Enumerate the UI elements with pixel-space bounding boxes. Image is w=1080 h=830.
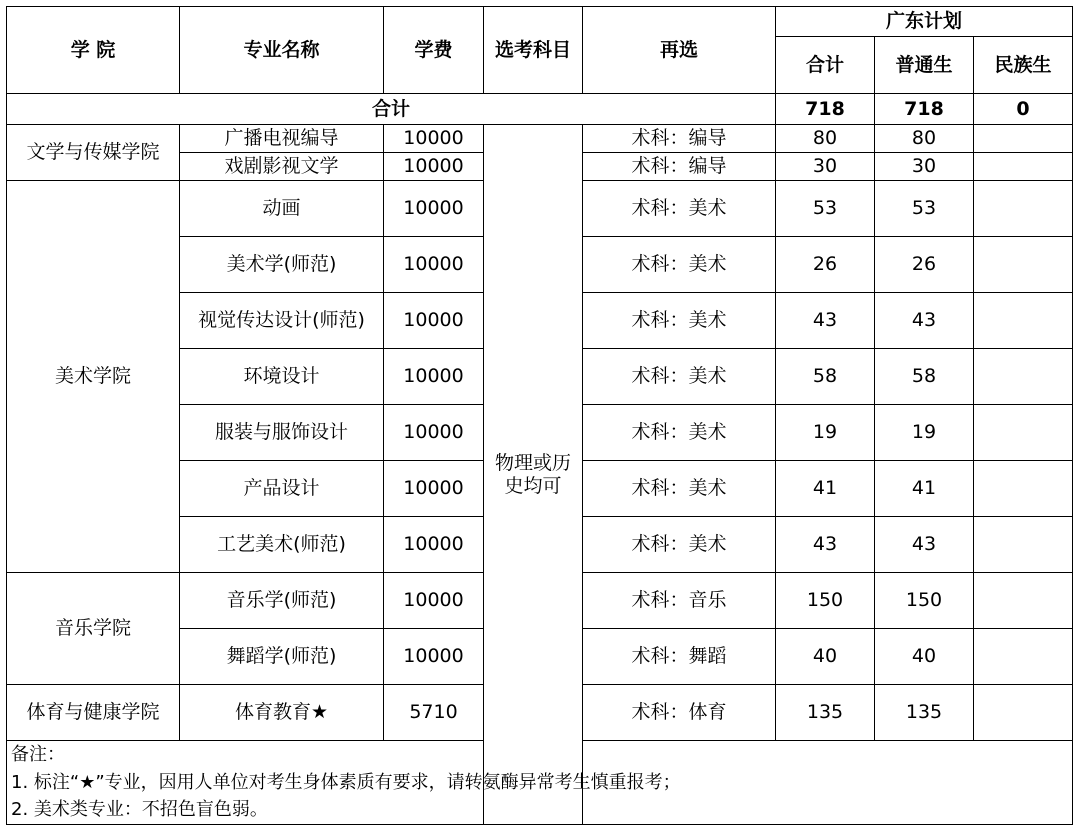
college-name: 文学与传媒学院 (7, 125, 180, 181)
header-regular: 普通生 (875, 37, 974, 94)
ethnic-cell (974, 125, 1073, 153)
ethnic-cell (974, 349, 1073, 405)
ethnic-cell (974, 405, 1073, 461)
regular-cell: 30 (875, 153, 974, 181)
regular-cell: 41 (875, 461, 974, 517)
fee-cell: 5710 (384, 685, 484, 741)
notes-line-1: 1. 标注“★”专业，因用人单位对考生身体素质有要求，请转氨酶异常考生慎重报考； (7, 769, 1073, 797)
regular-cell: 80 (875, 125, 974, 153)
reselect-cell: 术科：美术 (583, 293, 776, 349)
reselect-cell: 术科：美术 (583, 405, 776, 461)
reselect-cell: 术科：编导 (583, 153, 776, 181)
summary-total: 718 (776, 94, 875, 125)
total-cell: 30 (776, 153, 875, 181)
fee-cell: 10000 (384, 181, 484, 237)
header-total: 合计 (776, 37, 875, 94)
reselect-cell: 术科：体育 (583, 685, 776, 741)
reselect-cell: 术科：音乐 (583, 573, 776, 629)
major-cell: 戏剧影视文学 (180, 153, 384, 181)
ethnic-cell (974, 573, 1073, 629)
fee-cell: 10000 (384, 293, 484, 349)
fee-cell: 10000 (384, 125, 484, 153)
subject-cell: 物理或历史均可 (484, 125, 583, 825)
fee-cell: 10000 (384, 517, 484, 573)
notes-line-2: 2. 美术类专业：不招色盲色弱。 (7, 797, 1073, 825)
reselect-cell: 术科：编导 (583, 125, 776, 153)
summary-label: 合计 (7, 94, 776, 125)
major-cell: 动画 (180, 181, 384, 237)
table-row (7, 125, 1073, 153)
admission-plan-table (6, 6, 1073, 825)
notes-line2-row (7, 797, 1073, 825)
college-name: 音乐学院 (7, 573, 180, 685)
summary-regular: 718 (875, 94, 974, 125)
major-cell: 环境设计 (180, 349, 384, 405)
major-cell: 体育教育★ (180, 685, 384, 741)
fee-cell: 10000 (384, 405, 484, 461)
reselect-cell: 术科：美术 (583, 517, 776, 573)
summary-row (7, 94, 1073, 125)
college-name: 体育与健康学院 (7, 685, 180, 741)
header-fee: 学费 (384, 7, 484, 94)
total-cell: 19 (776, 405, 875, 461)
major-cell: 工艺美术(师范) (180, 517, 384, 573)
regular-cell: 26 (875, 237, 974, 293)
header-plan-group: 广东计划 (776, 7, 1073, 37)
regular-cell: 135 (875, 685, 974, 741)
major-cell: 舞蹈学(师范) (180, 629, 384, 685)
total-cell: 43 (776, 517, 875, 573)
header-college: 学 院 (7, 7, 180, 94)
major-cell: 视觉传达设计(师范) (180, 293, 384, 349)
fee-cell: 10000 (384, 573, 484, 629)
reselect-cell: 术科：舞蹈 (583, 629, 776, 685)
summary-ethnic: 0 (974, 94, 1073, 125)
regular-cell: 53 (875, 181, 974, 237)
fee-cell: 10000 (384, 237, 484, 293)
regular-cell: 58 (875, 349, 974, 405)
reselect-cell: 术科：美术 (583, 461, 776, 517)
total-cell: 80 (776, 125, 875, 153)
reselect-cell: 术科：美术 (583, 181, 776, 237)
major-cell: 音乐学(师范) (180, 573, 384, 629)
notes-title-row (7, 741, 1073, 769)
total-cell: 135 (776, 685, 875, 741)
ethnic-cell (974, 181, 1073, 237)
fee-cell: 10000 (384, 461, 484, 517)
reselect-cell: 术科：美术 (583, 349, 776, 405)
notes-title: 备注： (7, 741, 1073, 769)
college-name: 美术学院 (7, 181, 180, 573)
fee-cell: 10000 (384, 629, 484, 685)
ethnic-cell (974, 461, 1073, 517)
total-cell: 150 (776, 573, 875, 629)
header-ethnic: 民族生 (974, 37, 1073, 94)
total-cell: 26 (776, 237, 875, 293)
regular-cell: 43 (875, 517, 974, 573)
ethnic-cell (974, 153, 1073, 181)
total-cell: 41 (776, 461, 875, 517)
ethnic-cell (974, 517, 1073, 573)
ethnic-cell (974, 237, 1073, 293)
regular-cell: 19 (875, 405, 974, 461)
ethnic-cell (974, 629, 1073, 685)
admission-plan-table-wrapper (6, 6, 1073, 825)
notes-line1-row (7, 769, 1073, 797)
major-cell: 服装与服饰设计 (180, 405, 384, 461)
total-cell: 58 (776, 349, 875, 405)
major-cell: 产品设计 (180, 461, 384, 517)
reselect-cell: 术科：美术 (583, 237, 776, 293)
header-subject: 选考科目 (484, 7, 583, 94)
header-row-1 (7, 7, 1073, 37)
header-major: 专业名称 (180, 7, 384, 94)
header-reselect: 再选 (583, 7, 776, 94)
fee-cell: 10000 (384, 349, 484, 405)
total-cell: 53 (776, 181, 875, 237)
regular-cell: 40 (875, 629, 974, 685)
ethnic-cell (974, 293, 1073, 349)
major-cell: 美术学(师范) (180, 237, 384, 293)
ethnic-cell (974, 685, 1073, 741)
fee-cell: 10000 (384, 153, 484, 181)
regular-cell: 150 (875, 573, 974, 629)
major-cell: 广播电视编导 (180, 125, 384, 153)
total-cell: 43 (776, 293, 875, 349)
total-cell: 40 (776, 629, 875, 685)
regular-cell: 43 (875, 293, 974, 349)
